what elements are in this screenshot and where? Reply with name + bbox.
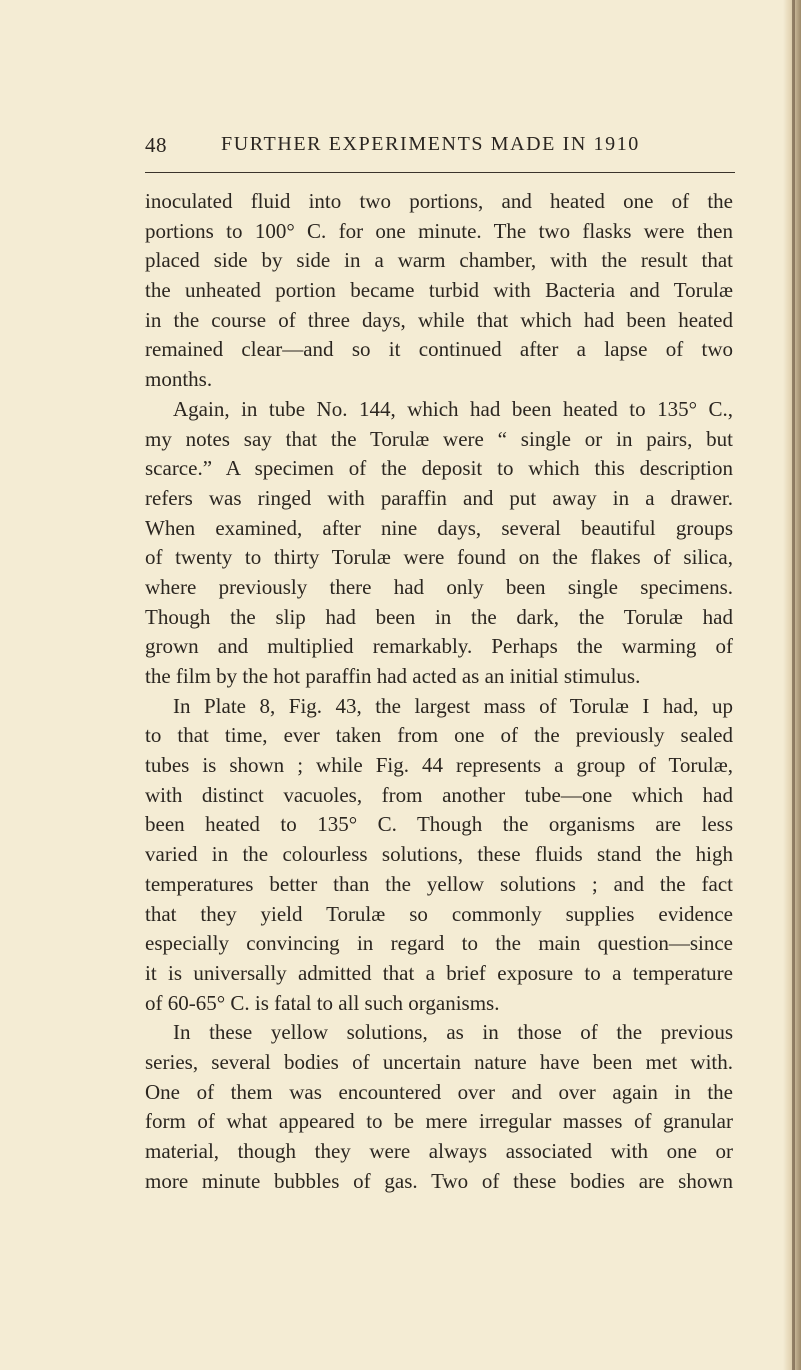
text-line: refers was ringed with paraffin and put away in a drawer. — [145, 485, 733, 510]
text-line: In these yellow solutions, as in those of the previous — [173, 1020, 733, 1045]
text-line: material, though they were always associated with one or — [145, 1139, 733, 1163]
running-head: FURTHER EXPERIMENTS MADE IN 1910 — [221, 133, 640, 155]
body-text — [145, 187, 733, 1196]
page-number: 48 — [145, 133, 167, 157]
page-edge-line — [792, 0, 795, 1370]
text-line: series, several bodies of uncertain nature have been met with. — [145, 1049, 733, 1074]
header-rule — [145, 172, 735, 173]
text-line: the unheated portion became turbid with Bacteria and Torulæ — [145, 278, 733, 303]
text-line: One of them was encountered over and over again in the — [145, 1079, 733, 1104]
text-line: In Plate 8, Fig. 43, the largest mass of Torulæ I had, up — [173, 693, 733, 718]
text-line: more minute bubbles of gas. Two of these bodies are shown — [145, 1168, 733, 1193]
text-line: been heated to 135° C. Though the organisms are less — [145, 812, 733, 837]
text-line: of twenty to thirty Torulæ were found on the flakes of silica, — [145, 545, 733, 570]
text-line: grown and multiplied remarkably. Perhaps the warming of — [145, 634, 733, 659]
text-line: scarce.” A specimen of the deposit to which this description — [145, 456, 733, 481]
text-line: where previously there had only been single specimens. — [145, 574, 733, 599]
text-line: it is universally admitted that a brief exposure to a temperature — [145, 960, 733, 985]
text-line: When examined, after nine days, several beautiful groups — [145, 515, 733, 540]
text-line: to that time, ever taken from one of the previously sealed — [145, 723, 733, 748]
text-line: the film by the hot paraffin had acted as an initial stimulus. — [145, 664, 641, 688]
text-line: form of what appeared to be mere irregular masses of granular — [145, 1109, 733, 1134]
page-header — [145, 133, 735, 167]
text-line: Though the slip had been in the dark, the Torulæ had — [145, 604, 733, 629]
text-line: especially convincing in regard to the main question—since — [145, 931, 733, 956]
text-line: in the course of three days, while that which had been heated — [145, 307, 733, 332]
text-line: that they yield Torulæ so commonly supplies evidence — [145, 901, 733, 926]
text-line: with distinct vacuoles, from another tube—one which had — [145, 782, 733, 807]
text-line: of 60-65° C. is fatal to all such organisms. — [145, 990, 500, 1015]
text-line: tubes is shown ; while Fig. 44 represents a group of Torulæ, — [145, 753, 733, 778]
text-line: my notes say that the Torulæ were “ single or in pairs, but — [145, 426, 733, 451]
text-line: temperatures better than the yellow solutions ; and the fact — [145, 871, 733, 896]
text-line: Again, in tube No. 144, which had been heated to 135° C., — [173, 396, 733, 421]
text-line: months. — [145, 367, 213, 392]
text-line: varied in the colourless solutions, these fluids stand the high — [145, 842, 733, 867]
text-line: inoculated fluid into two portions, and heated one of the — [145, 189, 733, 213]
text-line: remained clear—and so it continued after a lapse of two — [145, 337, 733, 362]
text-line: portions to 100° C. for one minute. The two flasks were then — [145, 218, 733, 243]
text-line: placed side by side in a warm chamber, with the result that — [145, 248, 733, 273]
